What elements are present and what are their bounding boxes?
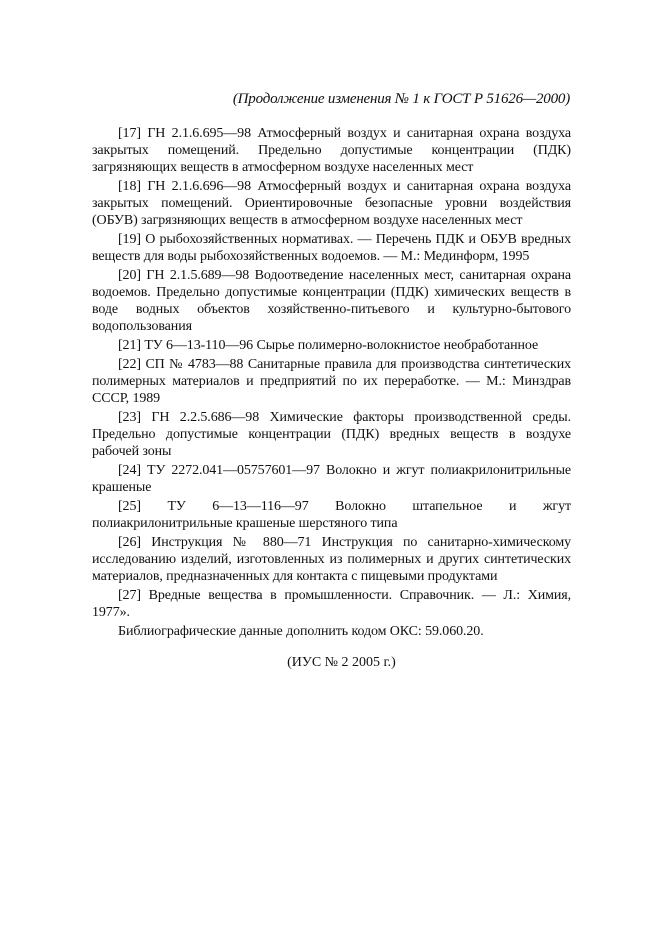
reference-item <box>92 462 571 496</box>
reference-number: [18] <box>118 179 141 194</box>
reference-text: Инструкция № 880—71 Инструкция по санитарно-химическому исследованию изделий, изготовленных из полимерных и других синтетических материалов, предназначенных для контакта с пищевыми продуктами <box>92 535 571 584</box>
reference-number: [21] <box>118 338 141 353</box>
reference-list <box>92 125 571 640</box>
reference-item <box>92 534 571 585</box>
bibliographic-note: Библиографические данные дополнить кодом ОКС: 59.060.20. <box>118 624 484 639</box>
reference-text: Вредные вещества в промышленности. Справочник. — Л.: Химия, 1977». <box>92 588 571 620</box>
reference-item <box>92 587 571 621</box>
reference-text: ТУ 6—13-110—96 Сырье полимерно-волокнистое необработанное <box>144 338 539 353</box>
reference-text: ГН 2.2.5.686—98 Химические факторы производственной среды. Предельно допустимые концентрации (ПДК) вредных веществ в воздухе рабочей зоны <box>92 410 572 459</box>
reference-item <box>92 231 571 265</box>
reference-item <box>92 267 571 335</box>
reference-number: [25] <box>118 499 141 514</box>
ius-footer: (ИУС № 2 2005 г.) <box>287 655 396 670</box>
reference-item <box>92 498 571 532</box>
reference-number: [26] <box>118 535 141 550</box>
reference-number: [17] <box>118 126 141 141</box>
reference-item <box>92 337 571 354</box>
reference-number: [22] <box>118 357 141 372</box>
reference-number: [24] <box>118 463 141 478</box>
reference-text: ГН 2.1.6.696—98 Атмосферный воздух и санитарная охрана воздуха закрытых помещений. Ориентировочные безопасные уровни воздействия (ОБУВ) загрязняющих веществ в атмосферном воздухе населенных мест <box>92 179 571 228</box>
reference-text: СП № 4783—88 Санитарные правила для производства синтетических полимерных материалов и предприятий по их переработке. — М.: Минздрав СССР, 1989 <box>92 357 571 406</box>
reference-number: [23] <box>118 410 141 425</box>
reference-text: ГН 2.1.6.695—98 Атмосферный воздух и санитарная охрана воздуха закрытых помещений. Предельно допустимые концентрации (ПДК) загрязняющих веществ в атмосферном воздухе населенных мест <box>92 126 571 175</box>
reference-number: [19] <box>118 232 141 247</box>
reference-item <box>92 409 571 460</box>
reference-item <box>92 356 571 407</box>
reference-text: ГН 2.1.5.689—98 Водоотведение населенных мест, санитарная охрана водоемов. Предельно допустимые концентрации (ПДК) химических веществ в воде водных объектов хозяйственно-питьевого и культурно-бытового водопользования <box>92 268 571 334</box>
reference-text: ТУ 6—13—116—97 Волокно штапельное и жгут полиакрилонитрильные крашеные шерстяного типа <box>92 499 571 531</box>
reference-item <box>92 178 571 229</box>
reference-number: [27] <box>118 588 141 603</box>
continuation-header: (Продолжение изменения № 1 к ГОСТ Р 51626—2000) <box>232 91 570 107</box>
reference-text: О рыбохозяйственных нормативах. — Перечень ПДК и ОБУВ вредных веществ для воды рыбохозяйственных водоемов. — М.: Мединформ, 1995 <box>92 232 571 264</box>
reference-number: [20] <box>118 268 141 283</box>
reference-item <box>92 125 571 176</box>
reference-text: ТУ 2272.041—05757601—97 Волокно и жгут полиакрилонитрильные крашеные <box>92 463 571 495</box>
